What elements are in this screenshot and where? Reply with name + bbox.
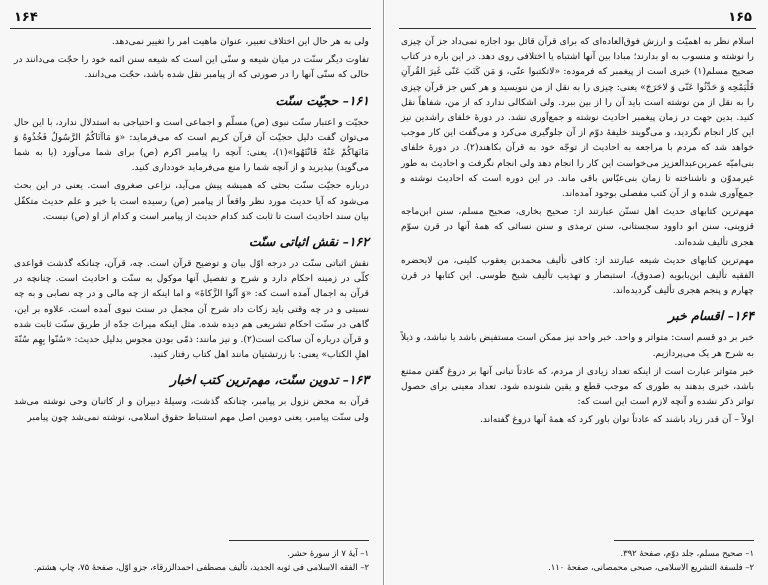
paragraph: اسلام نظر به اهمیّت و ارزش فوق‌العاده‌ای که برای قرآن قائل بود اجازه نمی‌داد جز آن چیزی را نوشته و منسوب به او بدارند؛ مبادا بین آنها اشتباه یا اختلافی روی دهد. در این باره در کتاب صحیح مسلم(۱) خبری است از پیغمبر که فرموده: «لاتکتبوا عنّی، وَ مَن کَتَبَ عَنّی غَیرَ القُرآنِ فَلْیَمْحِه وَ حَدِّثُوا عَنّی وَ لاحَرَجَ» یعنی: چیزی را به نقل از من ننویسید و هر کس جز قرآن چیزی را به نقل از من نوشته است باید آن را از بین ببرد. ولی اشکالی ندارد که از من، شفاهاً نقل کنید. بدین جهت در زمان پیغمبر احادیث نوشته و جمع‌آوری نشد. در دورهٔ خلفای راشدین نیز این کار انجام نگردید، و می‌گویند خلیفهٔ دوّم از آن جلوگیری می‌کرد و می‌گفت این کار موجب خواهد شد که مردم با مراجعه به احادیث از توجّه خود به قرآن بکاهند(۲). در دورهٔ خلفای بنی‌امیّه عمربن‌عبدالعزیز می‌خواست این کار را انجام دهد ولی انجام نگرفت و احادیث به طور غیرمدوّن و ناشناخته تا زمان بنی‌عبّاس باقی ماند. در این دوره است که احادیث نوشته و جمع‌آوری شده و از آن کتب مفصلی بوجود آمده‌اند. <box>401 36 754 200</box>
paragraph: مهم‌ترین کتابهای حدیث اهل تسنّن عبارتند از: صحیح بخاری، صحیح مسلم، سنن ابن‌ماجه قزوینی، سنن ابو داوود سجستانی، سنن ترمذی و سنن نسائی که همهٔ آنها در قرن سوّم هجری تألیف شده‌اند. <box>401 206 754 248</box>
paragraph: ولی به هر حال این اختلاف تعبیر، عنوان ماهیت امر را تغییر نمی‌دهد. <box>111 36 369 47</box>
left-body-text <box>14 34 369 428</box>
paragraph: خبر متواتر عبارت است از اینکه تعداد زیادی از مردم، که عادتاً تبانی آنها بر دروغ گفتن ممتنع باشد، خبری بدهند به طوری که موجب قطع و یقین شنونده شود. تعداد معینی برای حصول تواتر ذکر نشده و آنچه لازم است این است که: <box>401 365 754 408</box>
paragraph: حجیّت و اعتبار سنّت نبوی (ص) مسلّم و اجماعی است و احتیاجی به استدلال ندارد، با این حال می‌توان گفت دلیل حجیّت آن قرآن کریم است که می‌فرماید: «وَ مَاآتَاکُمُ الرَّسُولُ فَخُذُوهُ وَ مَانَهَاکُمْ عَنْهُ فَانْتَهُوا»(۱)، یعنی: آنچه را پیامبر اکرم (ص) برای شما می‌آورد (یا به شما می‌گوید) بپذیرید و از آنچه شما را منع می‌فرماید خودداری کنید. <box>14 116 369 174</box>
paragraph: تفاوت دیگر سنّت در میان شیعه و سنّی این است که شیعه سنن ائمه خود را حجّت می‌دانند در حالی که سنّی آنها را در صورتی که از پیامبر نقل شده باشد، حجّت می‌دانند. <box>14 54 369 81</box>
section-heading: ۱۶۱– حجیّت سنّت <box>275 92 369 108</box>
section-heading: ۱۶۳– تدوین سنّت، مهم‌ترین کتب اخبار <box>170 372 369 388</box>
page-number: ۱۶۴ <box>14 10 38 25</box>
right-body-text <box>401 34 754 431</box>
paragraph: اولاً – آن قدر زیاد باشند که عادتاً توان باور کرد که همهٔ آنها دروغ گفته‌اند. <box>479 414 754 426</box>
paragraph: نقش اثباتی سنّت در درجه اوّل بیان و توضیح قرآن است. چه، قرآن، چنانکه گذشت قواعدی کلّی در زمینه احکام دارد و شرح و تفصیل آنها موکول به سنّت و احادیث است. چنانچه در قرآن به اجمال آمده است که: «وَ آتُوا الزَّکاةَ» و اما اینکه از چه مالی و در چه نصابی و به چه نسبتی و در چه وقتی باید زکات داد شرح آن مجمل در سنت نبوی آمده است. علاوه بر این، گاهی در سنّت احکام تشریعی هم دیده شده. مثل اینکه میراث جدّه از طریق سنّت ثابت شده و قرآن درباره آن ساکت است(۲). و نیز مانند: ذمّی بودن مجوس بدلیل حدیث: «سُنّوا بِهِم سُنّةَ اهلِ الکتاب» یعنی: با زرتشتیان مانند اهل کتاب رفتار کنید. <box>14 258 369 361</box>
header-rule <box>399 28 756 29</box>
page-number: ۱۶۵ <box>728 10 752 25</box>
right-page <box>385 0 768 585</box>
footnote-rule <box>229 540 369 541</box>
footnote-rule <box>614 540 754 541</box>
footnote: ۱– صحیح مسلم، جلد دوّم، صفحهٔ ۳۹۲. <box>620 548 754 558</box>
paragraph: درباره حجیّت سنّت بحثی که همیشه پیش می‌آید، نزاعی صغروی است. یعنی در این بحث می‌شود که آیا حدیث مورد نظر واقعاً از پیامبر (ص) رسیده است یا خیر و علم حدیث متکفّل بیان سند احادیث است تا ثابت کند کدام حدیث از پیامبر است و کدام از او (ص) نیست. <box>14 180 369 222</box>
section-heading: ۱۶۲– نقش اثباتی سنّت <box>248 234 369 250</box>
footnote: ۱– آیهٔ ۷ از سورهٔ حشر. <box>287 548 369 558</box>
footnote: ۲– فلسفة التشریع الاسلامی، صبحی محمصانی، صفحهٔ ۱۱۰. <box>548 562 754 572</box>
left-footnotes <box>14 546 369 574</box>
header-rule <box>10 28 371 29</box>
paragraph: خبر بر دو قسم است: متواتر و واحد. خبر واحد نیز ممکن است مستفیض باشد یا نباشد، و ذیلاً به شرح هر یک می‌پردازیم. <box>401 332 754 359</box>
paragraph: مهم‌ترین کتابهای حدیث شیعه عبارتند از: کافی تألیف محمدبن یعقوب کلینی، من لایحضره الفقیه تألیف ابن‌بابویه (صدوق)، استبصار و تهذیب تألیف شیخ طوسی. این کتابها در قرن چهارم و پنجم هجری تألیف گردیده‌اند. <box>401 254 754 297</box>
paragraph: قرآن به محض نزول بر پیامبر، چنانکه گذشت، وسیلهٔ دبیران و از کاتبان وحی نوشته می‌شد ولی سنّت پیامبر، یعنی دومین اصل مهم استنباط حقوق اسلامی، نوشته نمی‌شد چون پیامبر <box>14 396 369 423</box>
section-heading: ۱۶۴– اقسام خبر <box>668 308 754 324</box>
right-footnotes <box>401 546 754 574</box>
footnote: ۲– الفقه الاسلامی فی ثوبه الجدید، تألیف مصطفی احمدالزرقاء، جزو اوّل، صفحهٔ ۷۵، چاپ هشتم. <box>33 562 369 572</box>
